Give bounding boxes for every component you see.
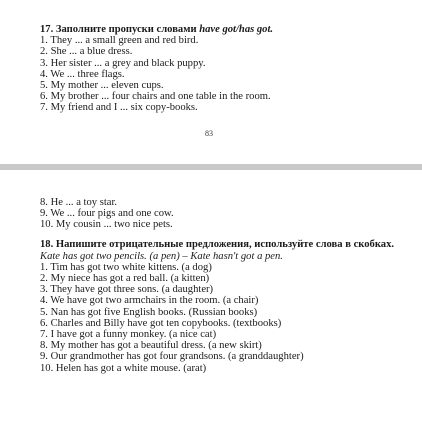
top-page [0, 0, 422, 164]
exercise-18-item: 1. Tim has got two white kittens. (a dog) [40, 261, 212, 273]
exercise-18-item: 2. My niece has got a red ball. (a kitten) [40, 273, 210, 285]
exercise-17-heading-words: have got/has got. [199, 24, 274, 35]
exercise-17 [40, 24, 408, 114]
exercise-17-item: 5. My mother ... eleven cups. [40, 80, 164, 92]
exercise-17-item: 1. They ... a small green and red bird. [40, 35, 199, 47]
exercise-18-item: 7. I have got a funny monkey. (a nice cat) [40, 329, 217, 341]
exercise-18-heading: 18. Напишите отрицательные предложения, используйте слова в скобках. [40, 238, 395, 250]
exercise-17-item: 9. We ... four pigs and one cow. [40, 208, 174, 220]
exercise-18-item: 9. Our grandmother has got four grandsons. (a granddaughter) [40, 351, 304, 363]
exercise-18-item: 3. They have got three sons. (a daughter) [40, 284, 214, 296]
spacer [40, 231, 408, 239]
exercise-17-item: 7. My friend and I ... six copy-books. [40, 102, 198, 114]
exercise-18-item: 8. My mother has got a beautiful dress. (a new skirt) [40, 340, 262, 352]
exercise-17-heading [40, 24, 408, 35]
exercise-17-item: 3. Her sister ... a grey and black puppy. [40, 57, 206, 69]
bottom-page [0, 170, 422, 422]
exercise-17-item: 2. She ... a blue dress. [40, 46, 133, 58]
exercise-17-item: 10. My cousin ... two nice pets. [40, 219, 173, 231]
exercise-17-item: 4. We ... three flags. [40, 68, 125, 80]
exercise-17-heading-prefix: 17. Заполните пропуски словами [40, 24, 200, 35]
exercise-18-example: Kate has got two pencils. (a pen) – Kate hasn't got a pen. [40, 250, 283, 262]
exercise-18-item: 5. Nan has got five English books. (Russian books) [40, 306, 258, 318]
exercise-17-item: 8. He ... a toy star. [40, 197, 118, 208]
exercise-17-item: 6. My brother ... four chairs and one table in the room. [40, 91, 271, 103]
exercise-18-item: 10. Helen has got a white mouse. (arat) [40, 362, 207, 374]
exercise-content [40, 197, 408, 374]
exercise-18-item: 6. Charles and Billy have got ten copybooks. (textbooks) [40, 317, 282, 329]
page-number: 83 [205, 129, 213, 138]
exercise-18-item: 4. We have got two armchairs in the room. (a chair) [40, 295, 259, 307]
